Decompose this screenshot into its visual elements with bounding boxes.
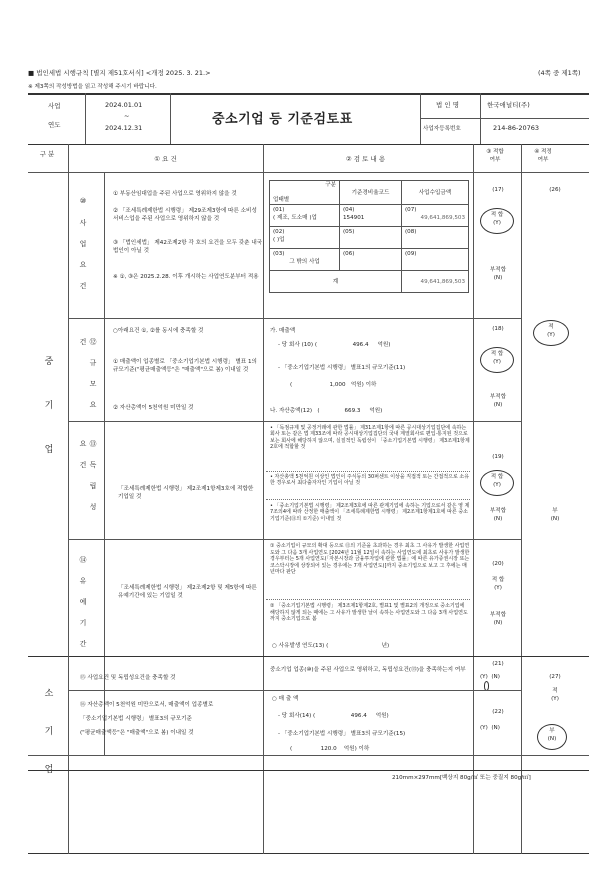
r1-code-no: (04): [343, 207, 355, 213]
small-req-2c: ("평균매출액등"은 "매출액"으로 봄) 이내일 것: [80, 730, 194, 736]
business-req-1: ① 부동산임대업을 주된 사업으로 영위하지 않을 것: [113, 191, 237, 197]
grace-label: ⑭ 유 예 기 간: [79, 556, 87, 650]
small-fit2[interactable]: (Y) (N): [480, 725, 500, 731]
grace-fit-no-option[interactable]: [475, 611, 521, 627]
business-req-note: ※ ①, ③은 2025.2.28. 이후 개시하는 사업연도분부터 적용: [113, 274, 259, 280]
business-fit-yes-mark: (Y): [493, 220, 501, 226]
r2-rev-no: (08): [405, 229, 417, 235]
grace-fit-yes-mark: (Y): [494, 585, 502, 591]
business-fit-yes[interactable]: [480, 208, 514, 234]
r1-rev-no: (07): [405, 207, 417, 213]
sme-label: [42, 340, 56, 472]
grace-fit-no-mark: (N): [493, 620, 503, 626]
independence-fit-yes[interactable]: [480, 470, 514, 496]
small-adequate-yes[interactable]: [523, 687, 587, 703]
independence-fit-yes-label: 적 합: [490, 474, 504, 480]
scale-rev-title: 가. 매출액: [270, 328, 296, 334]
page-title: 중소기업 등 기준검토표: [212, 112, 353, 127]
biz-no: 214-86-20763: [493, 124, 540, 132]
independence-item-0: • 「독점규제 및 공정거래에 관한 법률」 제31조제1항에 따른 공시대상기업집단에 속하는 회사 또는 같은 법 제33조에 따라 공시대상기업집단의 국내 계열회사로 편입·통지된 것으로 보는 회사에 해당하지 않으며, 실질적인 독립성이 「중소기업기본법 시행령」 제3조제1항제2호에 적합할 것: [270, 425, 470, 451]
small-fit1-text: (Y) (N): [480, 674, 500, 680]
col-adequate: ④ 적정 여부: [534, 149, 552, 163]
sme-adequate-no-label: 부: [552, 508, 558, 514]
small-rev-std-val: ( 120.0 억원) 이하: [290, 746, 370, 752]
business-fit-no: (17): [492, 187, 504, 193]
biz-no-label: 사업자등록번호: [423, 126, 461, 132]
page-label: (4쪽 중 제1쪽): [538, 69, 581, 77]
instruction-note: ※ 제3쪽의 작성방법을 읽고 작성해 주시기 바랍니다.: [28, 84, 157, 90]
grace-item-0: ① 중소기업이 규모의 확대 등으로 ⑫의 기준을 초과하는 경우 최초 그 사유가 발생한 사업연도와 그 다음 3개 사업연도 [2024년 11월 12일이 속하는 사업연도에 최초로 사유가 발생한 경우부터는 5개 사업연도(「자본시장과 금융투자업에 관한 법률」에 따른 유가증권시장 또는 코스닥시장에 상장되어 있는 경우에는 7개 사업연도)]까지 중소기업으로 보고 그 후에는 매년마다 판단: [270, 543, 470, 575]
sme-label-text: 중 기 업: [44, 357, 57, 455]
scale-asset-line: 나. 자산총액(12) ( 669.3 억원): [270, 408, 383, 414]
business-label: ⑩ 사 업 요 건: [79, 197, 87, 292]
col-requirement: ① 요 건: [154, 155, 177, 163]
r1-code: 154901: [343, 215, 365, 221]
grace-fit-no: (20): [492, 561, 504, 567]
business-fit-yes-label: 적 합: [490, 212, 504, 218]
grace-fit-yes[interactable]: [475, 576, 521, 592]
small-rev-std: - 「중소기업기본법 시행령」 별표3의 규모기준(15): [278, 731, 406, 737]
scale-rev-line: - 당 회사 (10) ( 496.4 억원): [278, 342, 391, 348]
business-req-3: ③ 「법인세법」 제42조제2항 각 호의 요건을 모두 갖춘 내국법인이 아닐 것: [113, 240, 263, 254]
small-review-1: 중소기업 업종(⑩)을 주된 사업으로 영위하고, 독립성요건(⑬)을 충족하는지 여부: [270, 667, 466, 673]
independence-fit-no-label: 부적합: [489, 508, 507, 514]
col-category: 구 분: [39, 150, 55, 158]
year-label-1: 사업: [48, 102, 61, 110]
small-fit1-no: (21): [492, 661, 504, 667]
table-header-revenue: 사업수입금액: [402, 181, 469, 205]
scale-req-1: ① 매출액이 업종별로 「중소기업기본법 시행령」 별표 1의 규모기준("평균매출액등"은 "매출액"으로 봄) 이내일 것: [113, 359, 257, 373]
small-adequate-no-option[interactable]: [537, 724, 567, 750]
period-separator: ~: [124, 112, 130, 120]
sme-adequate-no-mark: (N): [550, 516, 560, 522]
business-fit-no-mark: (N): [493, 275, 503, 281]
period-start: 2024.01.01: [105, 101, 143, 109]
small-adequate-yes-mark: (Y): [551, 696, 559, 702]
col-fit: ③ 적합 여부: [486, 149, 504, 163]
r2-no: (02): [273, 229, 285, 235]
small-adequate-no-mark: (N): [547, 736, 557, 742]
business-fit-no-label: 부적합: [489, 267, 507, 273]
scale-fit-no-label: 부적합: [489, 394, 507, 400]
r3-type: 그 밖의 사업: [289, 259, 320, 265]
grace-fit-no-label: 부적합: [489, 612, 507, 618]
small-req-2b: 「중소기업기본법 시행령」 별표3의 규모기준: [80, 716, 192, 722]
independence-item-2: • 「중소기업기본법 시행령」 제2조제3호에 따른 관계기업에 속하는 기업으로서 같은 영 제7조의4에 따라 산정한 매출액이 「조세특례제한법 시행령」 제2조제1항제1호에 따른 중소기업기준(⑪의 ①기준) 이내일 것: [270, 503, 470, 522]
r3-no: (03): [273, 251, 285, 257]
table-header-div: 구분: [325, 182, 336, 188]
sme-adequate-yes-mark: (Y): [547, 332, 555, 338]
scale-fit-yes-label: 적 합: [490, 351, 504, 357]
independence-fit-no-option[interactable]: [475, 507, 521, 523]
table-header-type: 업태별: [273, 197, 290, 203]
sme-adequate-yes-label: 적: [548, 324, 554, 330]
scale-fit-no: (18): [492, 326, 504, 332]
corp-name: 한국애널티(주): [487, 101, 530, 109]
r2-type: ( )업: [273, 237, 285, 243]
year-label-2: 연도: [48, 121, 61, 129]
small-adequate-no-no: (27): [549, 674, 561, 680]
scale-rev-std: - 「중소기업기본법 시행령」 별표1의 규모기준(11): [278, 365, 406, 371]
business-req-2: ② 「조세특례제한법 시행령」 제29조제3항에 따른 소비성 서비스업을 주된 사업으로 영위하지 않을 것: [113, 208, 257, 222]
small-adequate-no-label: 부: [549, 728, 555, 734]
total-label: 계: [270, 271, 402, 293]
scale-fit-no-mark: (N): [493, 402, 503, 408]
scale-rev-std-val: ( 1,000 억원) 이하: [290, 382, 377, 388]
sme-adequate-yes[interactable]: [533, 320, 569, 346]
table-header-code: 기준경비율코드: [340, 181, 402, 205]
independence-item-1: • 자산총액 5천억원 이상인 법인이 주식등의 30퍼센트 이상을 직접적 또는 간접적으로 소유한 경우로서 최다출자자인 기업이 아닐 것: [270, 474, 470, 487]
business-table: [269, 180, 469, 316]
total-revenue: 49,641,869,503: [402, 271, 469, 293]
grace-item-2: ○ 사유발생 연도(13) ( 년): [272, 643, 390, 649]
r1-rev: 49,641,869,503: [420, 215, 465, 221]
period-end: 2024.12.31: [105, 124, 143, 132]
col-review: ② 검 토 내 용: [345, 155, 386, 163]
scale-label: ⑫ 규 모 요 건: [79, 338, 97, 411]
small-label: [42, 675, 56, 789]
small-req-1: ⑮ 사업요건 및 독립성요건을 충족할 것: [80, 675, 176, 681]
small-req-2a: ⑯ 자산총액이 5천억원 미만으로서, 매출액이 업종별로: [80, 702, 214, 708]
business-fit-no-option[interactable]: [475, 266, 521, 282]
sme-adequate-no: (26): [549, 187, 561, 193]
scale-req-2: ② 자산총액이 5천억원 미만일 것: [113, 405, 194, 411]
scale-req-0: ○아래요건 ①, ②를 동시에 충족할 것: [113, 328, 204, 334]
scale-fit-yes[interactable]: [480, 347, 514, 373]
corp-name-label: 법 인 명: [436, 101, 459, 109]
r3-code-no: (06): [343, 251, 355, 257]
independence-req: 「조세특례제한법 시행령」 제2조제1항제3호에 적합한 기업일 것: [118, 486, 254, 500]
scale-fit-no-option[interactable]: [475, 393, 521, 409]
r1-no: (01): [273, 207, 285, 213]
grace-item-1: ② 「중소기업기본법 시행령」 제3조제1항제2호, 별표1 및 별표2의 개정으로 중소기업에 해당하지 않게 되는 때에는 그 사유가 발생한 날이 속하는 사업연도와 그 다음 3개 사업연도까지 중소기업으로 봄: [270, 603, 468, 622]
sme-adequate-no-option[interactable]: [523, 507, 587, 523]
independence-fit-no: (19): [492, 454, 504, 460]
r1-type: ( 제조, 도소매 )업: [273, 215, 317, 221]
small-adequate-yes-label: 적: [552, 688, 558, 694]
small-rev-title: ○ 매 출 액: [272, 696, 299, 702]
grace-fit-yes-label: 적 합: [491, 577, 505, 583]
independence-fit-no-mark: (N): [493, 516, 503, 522]
rule-reference: ■ 법인세법 시행규칙 [별지 제51호서식] <개정 2025. 3. 21.>: [28, 69, 211, 77]
paper-spec: 210mm×297mm[백상지 80g/㎡ 또는 중질지 80g/㎡]: [392, 775, 531, 781]
grace-req: 「조세특례제한법 시행령」 제2조제2항 및 제5항에 따른 유예기간에 있는 기업일 것: [118, 585, 257, 599]
small-fit2-no: (22): [492, 709, 504, 715]
r3-rev-no: (09): [405, 251, 417, 257]
small-rev-line: - 당 회사(14) ( 496.4 억원): [278, 713, 389, 719]
independence-label: ⑬ 독 립 성 요 건: [79, 440, 97, 513]
r2-code-no: (05): [343, 229, 355, 235]
independence-fit-yes-mark: (Y): [493, 482, 501, 488]
small-label-text: 소 기 업: [44, 689, 54, 775]
scale-fit-yes-mark: (Y): [493, 359, 501, 365]
